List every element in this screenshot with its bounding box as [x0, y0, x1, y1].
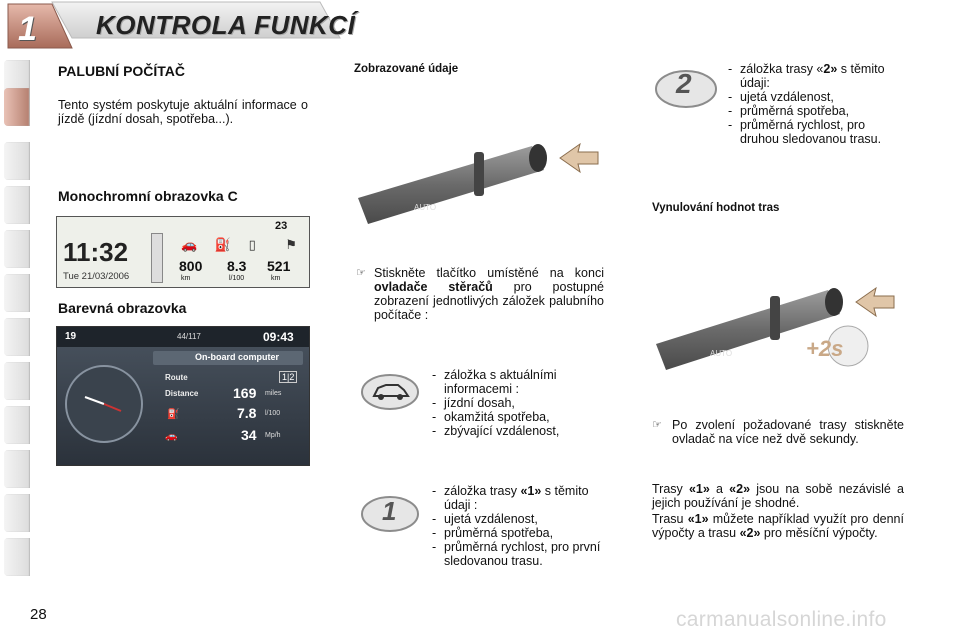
reset-instruction — [652, 418, 904, 446]
trips-usage-text: Trasu «1» můžete například využít pro denní výpočty a trasu «2» pro měsíční výpočty. — [652, 512, 904, 540]
car-icon: 🚗 — [181, 237, 198, 252]
watermark: carmanualsonline.info — [676, 608, 887, 631]
color-temp: 19 — [65, 331, 77, 342]
list-item: - ujetá vzdálenost, — [432, 512, 604, 526]
color-radio: 44/117 — [177, 332, 201, 341]
chapter-tab[interactable] — [4, 538, 30, 576]
color-header: On-board computer — [195, 352, 280, 362]
instruction-block — [356, 266, 604, 322]
list-item: - průměrná rychlost, pro druhou sledovanou trasu. — [728, 118, 904, 146]
svg-text:AUTO: AUTO — [414, 203, 437, 212]
car-icon: 🚗 — [165, 431, 178, 442]
mono-screen-title: Monochromní obrazovka C — [58, 188, 238, 204]
color-label-1: Route — [165, 373, 188, 382]
tab1-list — [432, 512, 604, 568]
tab2-intro: - záložka trasy «2» s těmito údaji: — [728, 62, 904, 90]
list-item: - průměrná spotřeba, — [432, 526, 604, 540]
mono-unit-3: km — [271, 275, 281, 282]
finish-flag-icon: ⚑ — [285, 237, 298, 252]
displayed-data-title: Zobrazované údaje — [354, 63, 459, 75]
tab2-list — [728, 90, 904, 146]
chapter-tab[interactable] — [4, 406, 30, 444]
tab0-list — [432, 396, 604, 438]
color-screen-title: Barevná obrazovka — [58, 300, 187, 316]
arrow-icon — [560, 144, 598, 172]
chapter-tab[interactable] — [4, 494, 30, 532]
chapter-tab[interactable] — [4, 142, 30, 180]
list-item: - ujetá vzdálenost, — [728, 90, 904, 104]
chapter-tab[interactable] — [4, 362, 30, 400]
trip1-badge-number: 1 — [382, 496, 397, 526]
chapter-tab[interactable] — [4, 450, 30, 488]
color-unit-2: l/100 — [265, 410, 281, 417]
color-unit-3: Mp/h — [265, 432, 281, 439]
car-tab-icon — [360, 372, 420, 412]
instruction-text: Stiskněte tlačítko umístěné na konci ovladače stěračů pro postupné zobrazení jednotlivých záložek palubního počítače : — [374, 266, 604, 322]
wiper-stalk-image — [354, 126, 602, 226]
mono-date: Tue 21/03/2006 — [63, 271, 130, 282]
pointer-icon: ☞ — [356, 267, 366, 279]
color-value-2: 7.8 — [237, 405, 257, 421]
chapter-tab-active[interactable] — [4, 88, 30, 126]
mono-value-3: 521 — [267, 258, 291, 274]
color-unit-1: miles — [265, 390, 282, 397]
chapter-tab[interactable] — [4, 318, 30, 356]
chapter-tabs — [0, 60, 34, 580]
fuel-icon: ⛽ — [167, 409, 180, 420]
color-value-1: 169 — [233, 385, 257, 401]
svg-text:AUTO: AUTO — [710, 349, 733, 358]
list-item: - zbývající vzdálenost, — [432, 424, 604, 438]
fuel-gauge-icon: ▯ — [248, 237, 256, 252]
page-title: KONTROLA FUNKCÍ — [96, 10, 356, 40]
list-item: - okamžitá spotřeba, — [432, 410, 604, 424]
chapter-tab[interactable] — [4, 230, 30, 268]
reset-instruction-text: Po zvolení požadované trasy stiskněte ovladač na více než dvě sekundy. — [672, 418, 904, 446]
color-label-2: Distance — [165, 389, 199, 398]
list-item: - průměrná spotřeba, — [728, 104, 904, 118]
intro-text: Tento systém poskytuje aktuální informace o jízdě (jízdní dosah, spotřeba...). — [58, 98, 308, 126]
trip2-badge-number: 2 — [676, 68, 692, 99]
mono-unit-2: l/100 — [229, 275, 245, 282]
mono-tab-indicator — [151, 233, 163, 283]
color-time: 09:43 — [263, 330, 294, 344]
mono-icon-row — [181, 237, 297, 253]
section-title: PALUBNÍ POČÍTAČ — [58, 63, 186, 79]
chapter-number: 1 — [18, 10, 37, 48]
tab1-intro: - záložka trasy «1» s těmito údaji : — [432, 484, 604, 512]
chapter-tab[interactable] — [4, 274, 30, 312]
page-number: 28 — [30, 606, 47, 623]
tab1-description — [432, 484, 604, 568]
compass-icon — [63, 363, 145, 445]
mono-time: 11:32 — [63, 237, 129, 267]
reset-title: Vynulování hodnot tras — [652, 202, 780, 214]
wiper-stalk-image-2 — [652, 268, 898, 378]
tab2-description — [728, 62, 904, 146]
page-header — [0, 0, 960, 52]
mono-screen-image — [56, 216, 310, 288]
mono-value-2: 8.3 — [227, 258, 247, 274]
tab0-intro: - záložka s aktuálními informacemi : — [432, 368, 604, 396]
color-screen-image — [56, 326, 310, 466]
fuel-pump-icon: ⛽ — [214, 237, 231, 252]
chapter-tab[interactable] — [4, 186, 30, 224]
list-item: - jízdní dosah, — [432, 396, 604, 410]
arrow-icon — [856, 288, 894, 316]
tab0-description — [432, 368, 604, 438]
plus-two-seconds-label: +2s — [806, 336, 844, 361]
pointer-icon: ☞ — [652, 419, 662, 431]
list-item: - průměrná rychlost, pro první sledovanou trasu. — [432, 540, 604, 568]
mono-temp: 23 — [275, 220, 288, 232]
color-value-3: 34 — [241, 427, 257, 443]
mono-unit-1: km — [181, 275, 191, 282]
color-tabs: 1|2 — [279, 371, 297, 383]
mono-value-1: 800 — [179, 258, 203, 274]
trips-independence-text: Trasy «1» a «2» jsou na sobě nezávislé a jejich používání je shodné. — [652, 482, 904, 510]
